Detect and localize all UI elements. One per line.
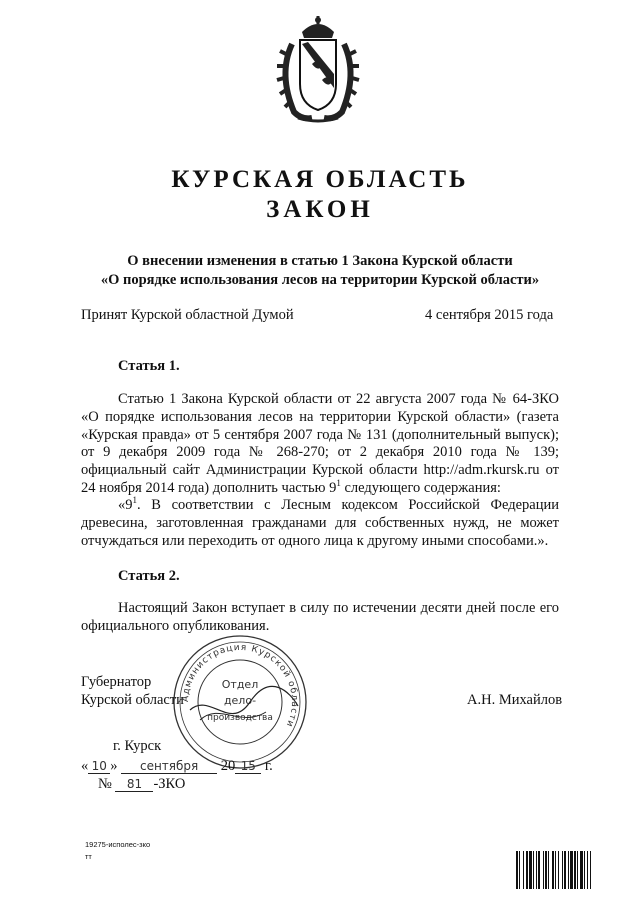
article-1-title: Статья 1. (118, 358, 180, 374)
barcode-bar (538, 851, 540, 889)
barcode (516, 851, 624, 889)
official-stamp (170, 632, 310, 772)
article-1-text-b: следующего содержания: (340, 479, 501, 496)
law-subtitle (0, 252, 640, 290)
quote-text: . В соответствии с Лесным кодексом Российской Федерации древесина, заготовленная гражданами для собственных нужд, не может отчуждаться или переходить от одного лица к другому иными способами.». (81, 497, 559, 549)
quote-start: «9 (118, 497, 133, 513)
law-number-suffix: -ЗКО (153, 776, 186, 792)
stamp-line-3: производства (207, 713, 273, 723)
quote-close: » (110, 758, 118, 774)
issuance-date (81, 758, 273, 775)
barcode-bar (523, 851, 524, 889)
coat-of-arms-emblem (272, 14, 364, 126)
footer-initials: тт (85, 852, 92, 861)
barcode-bar (526, 851, 528, 889)
barcode-bar (552, 851, 554, 889)
barcode-bar (519, 851, 520, 889)
barcode-bar (529, 851, 532, 889)
barcode-bar (587, 851, 588, 889)
barcode-bar (574, 851, 576, 889)
adoption-date: 4 сентября 2015 года (425, 307, 554, 323)
barcode-bar (577, 851, 578, 889)
barcode-bar (536, 851, 537, 889)
signatory-name: А.Н. Михайлов (467, 692, 563, 708)
article-2-title: Статья 2. (118, 568, 180, 584)
stamp-line-1: Отдел (221, 678, 259, 691)
footer-code: 19275-исполес-зко (85, 840, 151, 849)
article-2-paragraph: Настоящий Закон вступает в силу по истечении десяти дней после его официального опубликования. (81, 600, 559, 634)
barcode-bar (580, 851, 583, 889)
issuance-month: сентября (121, 759, 217, 774)
issuance-year-suffix: 15 (235, 759, 261, 774)
barcode-bar (564, 851, 566, 889)
barcode-bar (558, 851, 559, 889)
barcode-bar (543, 851, 544, 889)
number-label: № (98, 776, 112, 792)
signatory-position-line-1: Губернатор (81, 674, 152, 690)
subtitle-line-1: О внесении изменения в статью 1 Закона Курской области (127, 253, 513, 269)
document-type-title: ЗАКОН (266, 196, 374, 223)
law-number-value: 81 (115, 777, 153, 792)
barcode-bar (570, 851, 573, 889)
signatory-position-line-2: Курской области (81, 692, 184, 708)
barcode-bar (590, 851, 591, 889)
region-title: КУРСКАЯ ОБЛАСТЬ (171, 166, 469, 193)
article-1-quote (81, 497, 559, 550)
barcode-bar (562, 851, 563, 889)
year-prefix: 20 (220, 758, 236, 774)
barcode-bar (516, 851, 518, 889)
article-1-paragraph (81, 391, 559, 498)
year-label: г. (264, 758, 273, 774)
article-1-text-a: Статью 1 Закона Курской области от 22 августа 2007 года № 64-ЗКО «О порядке использования лесов на территории Курской области» (газета «Курская правда» от 5 сентября 2007 года № 131 (дополнительный выпуск); от 9 декабря 2009 года № 268-270; от 2 декабря 2010 года № 139; официальный сайт Администрации Курской области http://adm.rkursk.ru от 24 ноября 2014 года) дополнить частью 9 (81, 391, 559, 496)
article-1-superscript: 1 (336, 478, 341, 489)
quote-superscript: 1 (132, 495, 137, 506)
law-number (98, 776, 185, 793)
barcode-bar (548, 851, 549, 889)
stamp-line-2: дело- (223, 694, 257, 707)
issuance-city: г. Курск (113, 738, 162, 754)
barcode-bar (533, 851, 534, 889)
barcode-bar (545, 851, 547, 889)
barcode-bar (555, 851, 556, 889)
adopted-by: Принят Курской областной Думой (81, 307, 294, 323)
barcode-bar (568, 851, 569, 889)
subtitle-line-2: «О порядке использования лесов на территории Курской области» (100, 272, 540, 288)
barcode-bar (584, 851, 585, 889)
stamp-ring-text: Администрация Курской области (180, 642, 300, 729)
issuance-day: 10 (88, 759, 110, 774)
quote-open: « (81, 758, 89, 774)
